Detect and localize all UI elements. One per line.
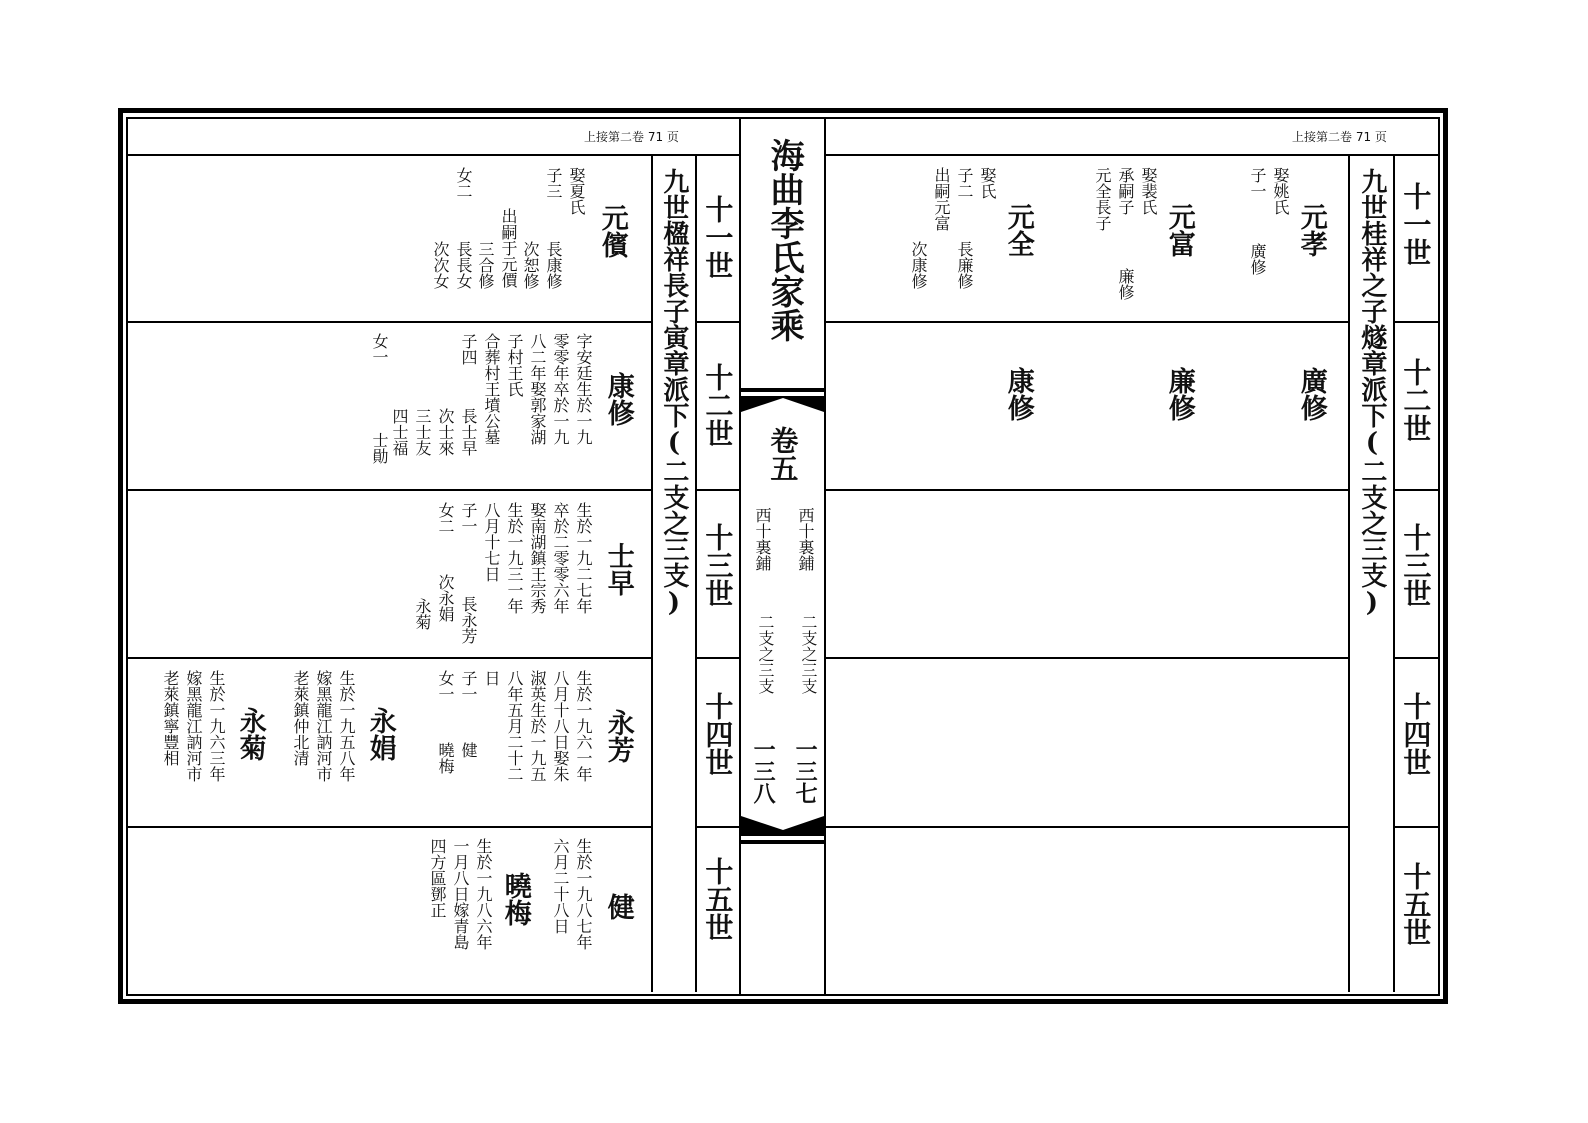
right-gen-label: 十一世 — [1399, 182, 1433, 266]
person-note: 長廉修 — [955, 241, 974, 289]
person-note: 三士友 — [413, 408, 432, 456]
person-note: 次康修 — [909, 241, 928, 289]
person-note: 娶氏 — [978, 167, 997, 199]
person-note: 卒於二零零六年 — [551, 502, 570, 614]
person-note: 生於一九八七年 — [574, 838, 593, 950]
divider — [826, 154, 1438, 156]
person-note: 八月十七日 — [482, 502, 501, 582]
person-note: 六月二十八日 — [551, 838, 570, 934]
person-note: 子三 — [544, 167, 563, 199]
person-note: 女二 — [454, 167, 473, 199]
divider — [651, 156, 653, 992]
person-note: 子二 — [955, 167, 974, 199]
person-name: 士早 — [602, 542, 634, 596]
person-note: 生於一九二七年 — [574, 502, 593, 614]
person-name: 康修 — [1002, 367, 1034, 421]
divider — [697, 321, 739, 323]
person-name: 元全 — [1002, 203, 1034, 257]
right-gen-label: 十四世 — [1399, 692, 1433, 776]
person-name: 元孝 — [1295, 203, 1327, 257]
person-name: 永菊 — [234, 707, 266, 761]
person-name: 廉修 — [1163, 367, 1195, 421]
person-note: 廣修 — [1248, 243, 1267, 275]
person-note: 廉修 — [1116, 268, 1135, 300]
left-gen-label: 十四世 — [701, 692, 735, 776]
person-note: 四士福 — [390, 408, 409, 456]
person-note: 士勛 — [370, 432, 389, 464]
person-name: 曉梅 — [499, 872, 531, 926]
person-note: 出嗣元富 — [932, 167, 951, 231]
spine-place: 西十裏鋪 — [753, 507, 772, 571]
person-note: 生於一九三一年 — [505, 502, 524, 614]
person-note: 娶姚氏 — [1271, 167, 1290, 215]
person-note: 次永娟 — [436, 574, 455, 622]
left-gen-label: 十二世 — [701, 363, 735, 447]
page-number: 一三八 — [750, 738, 777, 804]
person-note: 娶南湖鎮王宗秀 — [528, 502, 547, 614]
volume-label: 卷五 — [766, 426, 800, 482]
divider — [1395, 321, 1438, 323]
person-note: 女一 — [436, 670, 455, 702]
person-note: 出嗣于元價 — [499, 208, 518, 288]
divider — [127, 489, 651, 491]
person-note: 字安廷生於一九 — [574, 333, 593, 445]
divider — [826, 657, 1348, 659]
person-note: 元全長子 — [1093, 167, 1112, 231]
person-note: 生於一九六一年 — [574, 670, 593, 782]
left-top-note: 上接第二卷 71 页 — [584, 130, 679, 144]
divider — [1348, 156, 1350, 992]
person-name: 元富 — [1163, 203, 1195, 257]
person-note: 淑英生於一九五 — [528, 670, 547, 782]
person-name: 永娟 — [364, 707, 396, 761]
person-note: 長長女 — [454, 241, 473, 289]
person-note: 嫁黑龍江訥河市 — [314, 670, 333, 782]
divider — [697, 826, 739, 828]
person-note: 女一 — [370, 333, 389, 365]
divider — [127, 657, 651, 659]
person-note: 八月十八日娶朱 — [551, 670, 570, 782]
left-branch-title: 九世楹祥長子寅章派下(二支之三支) — [658, 168, 689, 618]
person-note: 一月八日嫁青島 — [451, 838, 470, 950]
person-note: 曉梅 — [436, 742, 455, 774]
person-note: 日 — [482, 670, 501, 686]
person-note: 三合修 — [476, 241, 495, 289]
right-gen-label: 十三世 — [1399, 523, 1433, 607]
divider — [127, 154, 739, 156]
person-note: 長康修 — [544, 241, 563, 289]
divider — [1395, 826, 1438, 828]
person-note: 子一 — [459, 670, 478, 702]
left-gen-label: 十三世 — [701, 523, 735, 607]
person-note: 生於一九六三年 — [207, 670, 226, 782]
person-note: 娶裴氏 — [1139, 167, 1158, 215]
divider — [826, 489, 1348, 491]
person-note: 子四 — [459, 333, 478, 365]
divider — [826, 826, 1348, 828]
divider — [695, 156, 697, 992]
spine-branch: 二支之三支 — [799, 614, 818, 694]
person-note: 健 — [459, 742, 478, 758]
person-note: 娶夏氏 — [567, 167, 586, 215]
right-gen-label: 十五世 — [1399, 862, 1433, 946]
divider — [1395, 489, 1438, 491]
person-note: 次次女 — [431, 241, 450, 289]
person-note: 子一 — [459, 502, 478, 534]
person-note: 長士早 — [459, 408, 478, 456]
spine-branch: 二支之三支 — [756, 614, 775, 694]
person-name: 元儐 — [596, 204, 628, 258]
divider — [127, 321, 651, 323]
person-note: 八年五月二十二 — [505, 670, 524, 782]
person-note: 女二 — [436, 502, 455, 534]
divider — [1395, 657, 1438, 659]
person-note: 零零年卒於一九 — [551, 333, 570, 445]
person-name: 康修 — [602, 372, 634, 426]
person-note: 生於一九五八年 — [337, 670, 356, 782]
divider — [127, 826, 651, 828]
person-name: 廣修 — [1295, 367, 1327, 421]
book-title: 海曲李氏家乘 — [764, 138, 805, 342]
divider — [1393, 156, 1395, 992]
person-note: 次恕修 — [521, 241, 540, 289]
person-note: 四方區鄧正 — [428, 838, 447, 918]
right-gen-label: 十二世 — [1399, 358, 1433, 442]
person-note: 嫁黑龍江訥河市 — [184, 670, 203, 782]
person-note: 生於一九八六年 — [474, 838, 493, 950]
divider — [697, 489, 739, 491]
person-note: 承嗣子 — [1116, 167, 1135, 215]
page-number: 一三七 — [792, 738, 819, 804]
person-note: 次士來 — [436, 408, 455, 456]
divider — [826, 321, 1348, 323]
person-note: 長永芳 — [459, 596, 478, 644]
person-note: 老萊鎮仲北清 — [291, 670, 310, 766]
left-gen-label: 十五世 — [701, 857, 735, 941]
divider — [697, 657, 739, 659]
person-note: 子村王氏 — [505, 333, 524, 397]
person-name: 永芳 — [602, 709, 634, 763]
person-name: 健 — [602, 893, 634, 920]
person-note: 老萊鎮寧豐相 — [161, 670, 180, 766]
person-note: 合葬村王墳公墓 — [482, 333, 501, 445]
left-gen-label: 十一世 — [701, 195, 735, 279]
person-note: 子一 — [1248, 167, 1267, 199]
right-top-note: 上接第二卷 71 页 — [1292, 130, 1387, 144]
person-note: 八二年娶郭家湖 — [528, 333, 547, 445]
spine-place: 西十裏鋪 — [796, 507, 815, 571]
right-branch-title: 九世桂祥之子燧章派下(二支之三支) — [1356, 168, 1387, 618]
person-note: 永菊 — [413, 598, 432, 630]
divider — [824, 117, 826, 996]
